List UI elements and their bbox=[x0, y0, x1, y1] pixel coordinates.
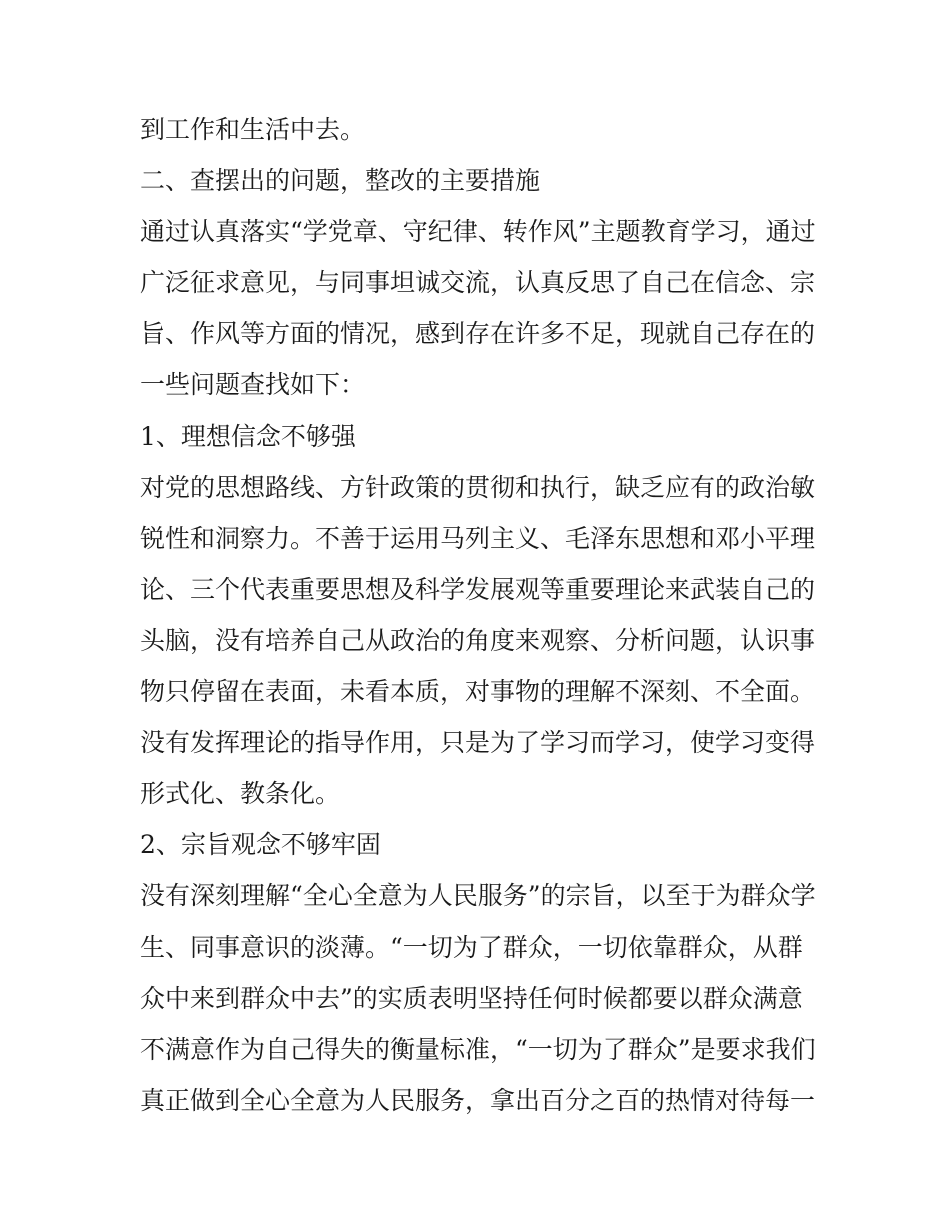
text-line: 广泛征求意见，与同事坦诚交流，认真反思了自己在信念、宗 bbox=[140, 268, 816, 298]
text-line: 对党的思想路线、方针政策的贯彻和执行，缺乏应有的政治敏 bbox=[140, 472, 816, 502]
text-line: 到工作和生活中去。 bbox=[140, 115, 366, 144]
text-line: 真正做到全心全意为人民服务，拿出百分之百的热情对待每一 bbox=[140, 1085, 816, 1115]
text-line: 旨、作风等方面的情况，感到存在许多不足，现就自己存在的 bbox=[140, 319, 816, 349]
text-line: 头脑，没有培养自己从政治的角度来观察、分析问题，认识事 bbox=[140, 625, 816, 655]
text-line: 不满意作为自己得失的衡量标准，“一切为了群众”是要求我们 bbox=[140, 1034, 816, 1064]
text-line: 形式化、教条化。 bbox=[140, 779, 341, 809]
text-line: 通过认真落实“学党章、守纪律、转作风”主题教育学习，通过 bbox=[140, 217, 816, 247]
text-line: 锐性和洞察力。不善于运用马列主义、毛泽东思想和邓小平理 bbox=[140, 523, 816, 553]
text-line: 一些问题查找如下： bbox=[140, 370, 366, 400]
text-line: 众中来到群众中去”的实质表明坚持任何时候都要以群众满意 bbox=[140, 983, 803, 1013]
text-line: 没有深刻理解“全心全意为人民服务”的宗旨，以至于为群众学 bbox=[140, 881, 816, 911]
text-line: 没有发挥理论的指导作用，只是为了学习而学习，使学习变得 bbox=[140, 728, 816, 758]
text-line: 生、同事意识的淡薄。“一切为了群众，一切依靠群众，从群 bbox=[140, 932, 803, 962]
subsection-heading: 2、宗旨观念不够牢固 bbox=[140, 830, 381, 860]
text-line: 物只停留在表面，未看本质，对事物的理解不深刻、不全面。 bbox=[140, 677, 816, 707]
subsection-heading: 1、理想信念不够强 bbox=[140, 421, 356, 451]
text-line: 论、三个代表重要思想及科学发展观等重要理论来武装自己的 bbox=[140, 574, 816, 604]
document-body bbox=[140, 104, 820, 1126]
section-heading: 二、查摆出的问题，整改的主要措施 bbox=[140, 166, 541, 196]
